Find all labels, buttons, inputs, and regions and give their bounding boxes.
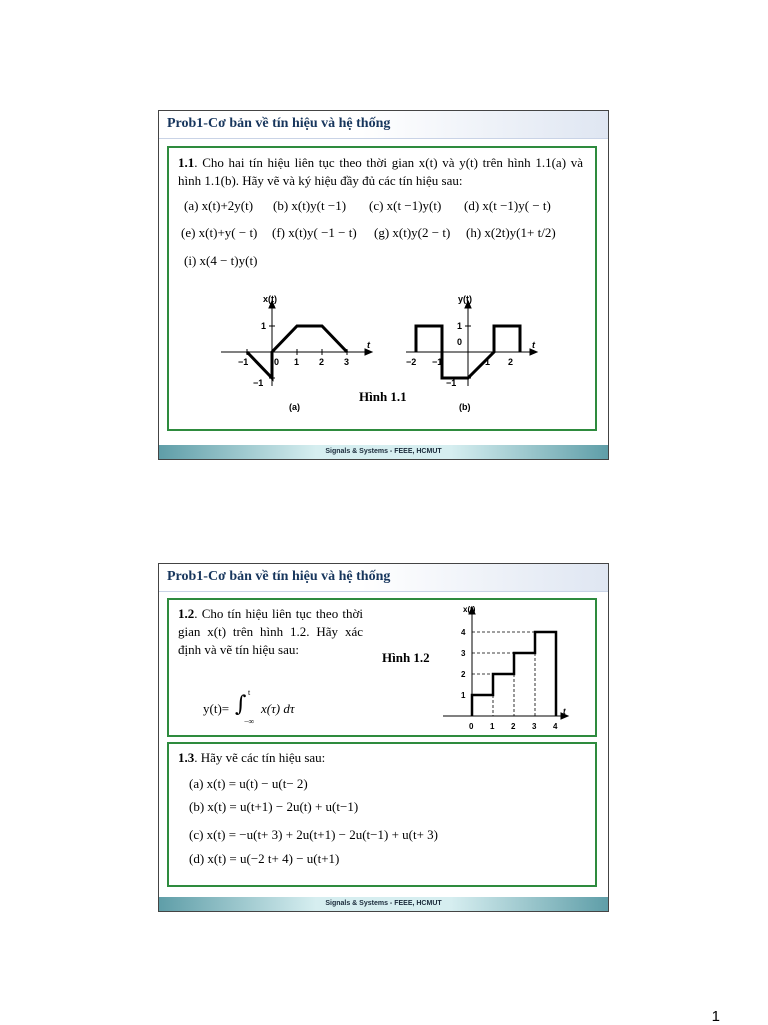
problem-number: 1.3 xyxy=(178,750,195,765)
problem-1-3-item-c: (c) x(t) = −u(t+ 3) + 2u(t+1) − 2u(t−1) + u(t+ 3) xyxy=(189,827,439,842)
graph-xtick-label: 3 xyxy=(532,722,537,731)
graph-x-t xyxy=(437,602,579,734)
graph-b-ytick-label: −1 xyxy=(446,378,457,388)
problem-box-1-3 xyxy=(167,742,597,887)
graph-a-ylabel: x(t) xyxy=(263,294,277,304)
graph-a-xtick-label: 2 xyxy=(319,357,325,367)
problem-1-2-text xyxy=(178,605,363,659)
graph-a-ytick-label: 1 xyxy=(261,321,267,331)
graph-xtick-label: 1 xyxy=(490,722,495,731)
problem-box-1-1 xyxy=(167,146,597,431)
graph-ytick-label: 2 xyxy=(461,670,466,679)
graph-xtick-label: 4 xyxy=(553,722,558,731)
item-d: (d) x(t −1)y( − t) xyxy=(464,198,551,213)
slide-footer: Signals & Systems - FEEE, HCMUT xyxy=(159,445,608,459)
graph-b-ytick-label: 0 xyxy=(457,337,463,347)
graph-b-xtick-label: 1 xyxy=(485,357,491,367)
problem-1-1-text xyxy=(178,154,583,190)
graph-b-label: (b) xyxy=(459,402,471,412)
graph-a-xtick-label: 1 xyxy=(294,357,300,367)
problem-1-3-item-d: (d) x(t) = u(−2 t+ 4) − u(t+1) xyxy=(189,851,340,866)
graph-xlabel: t xyxy=(563,707,566,716)
graph-xtick-label: 0 xyxy=(469,722,474,731)
graph-b-ytick-label: 1 xyxy=(457,321,463,331)
integral-upper-limit: t xyxy=(248,688,251,697)
integral-integrand: x(τ) dτ xyxy=(261,701,295,716)
graph-a-xtick-label: 3 xyxy=(344,357,350,367)
slide-1 xyxy=(158,110,609,460)
item-e: (e) x(t)+y( − t) xyxy=(181,225,258,240)
integral-formula xyxy=(203,688,353,728)
figure-caption: Hình 1.1 xyxy=(359,389,407,404)
problem-1-3-text xyxy=(178,749,325,767)
graph-ytick-label: 4 xyxy=(461,628,466,637)
slide-2 xyxy=(158,563,609,912)
problem-number: 1.1 xyxy=(178,155,195,170)
graph-a-xtick-label: 0 xyxy=(274,357,280,367)
problem-number: 1.2 xyxy=(178,606,195,621)
integral-lhs: y(t)= xyxy=(203,701,230,716)
problem-1-3-item-b: (b) x(t) = u(t+1) − 2u(t) + u(t−1) xyxy=(189,799,359,814)
item-f: (f) x(t)y( −1 − t) xyxy=(272,225,357,240)
graph-a-xtick-label: −1 xyxy=(238,357,249,367)
slide-title xyxy=(159,564,608,592)
slide-title-text: Prob1-Cơ bản về tín hiệu và hệ thống xyxy=(167,116,391,131)
slide-title-text: Prob1-Cơ bản về tín hiệu và hệ thống xyxy=(167,569,391,584)
graph-ylabel: x(t) xyxy=(463,605,476,614)
slide-title xyxy=(159,111,608,139)
graph-a-xlabel: t xyxy=(367,340,370,350)
graph-xtick-label: 2 xyxy=(511,722,516,731)
figure-caption: Hình 1.2 xyxy=(382,650,430,665)
problem-statement: . Cho tín hiệu liên tục theo thời gian x(t) trên hình 1.2. Hãy xác định và vẽ tín hiệu sau: xyxy=(178,606,363,657)
graph-b-xtick-label: 2 xyxy=(508,357,514,367)
item-g: (g) x(t)y(2 − t) xyxy=(374,225,451,240)
graph-a-label: (a) xyxy=(289,402,300,412)
slide-footer: Signals & Systems - FEEE, HCMUT xyxy=(159,897,608,911)
problem-box-1-2 xyxy=(167,598,597,737)
graph-b-xlabel: t xyxy=(532,340,535,350)
item-h: (h) x(2t)y(1+ t/2) xyxy=(466,225,556,240)
graph-a xyxy=(217,290,377,415)
problem-statement: . Hãy vẽ các tín hiệu sau: xyxy=(194,750,326,765)
item-c: (c) x(t −1)y(t) xyxy=(369,198,442,213)
graph-a-ytick-label: −1 xyxy=(253,378,264,388)
integral-lower-limit: −∞ xyxy=(244,717,255,726)
integral-sign: ∫ xyxy=(235,692,247,717)
graph-b-xtick-label: −2 xyxy=(406,357,417,367)
item-i: (i) x(4 − t)y(t) xyxy=(184,253,258,268)
graph-ytick-label: 1 xyxy=(461,691,466,700)
item-a: (a) x(t)+2y(t) xyxy=(184,198,254,213)
page-number: 1 xyxy=(711,1008,720,1025)
graph-b-ylabel: y(t) xyxy=(458,294,472,304)
problem-statement: . Cho hai tín hiệu liên tục theo thời gian x(t) và y(t) trên hình 1.1(a) và hình 1.1(b). Hãy vẽ và ký hiệu đầy đủ các tín hiệu sau: xyxy=(178,155,583,188)
problem-1-3-item-a: (a) x(t) = u(t) − u(t− 2) xyxy=(189,776,308,791)
graph-b-xtick-label: −1 xyxy=(432,357,443,367)
graph-ytick-label: 3 xyxy=(461,649,466,658)
graph-b xyxy=(402,290,542,415)
item-b: (b) x(t)y(t −1) xyxy=(273,198,347,213)
